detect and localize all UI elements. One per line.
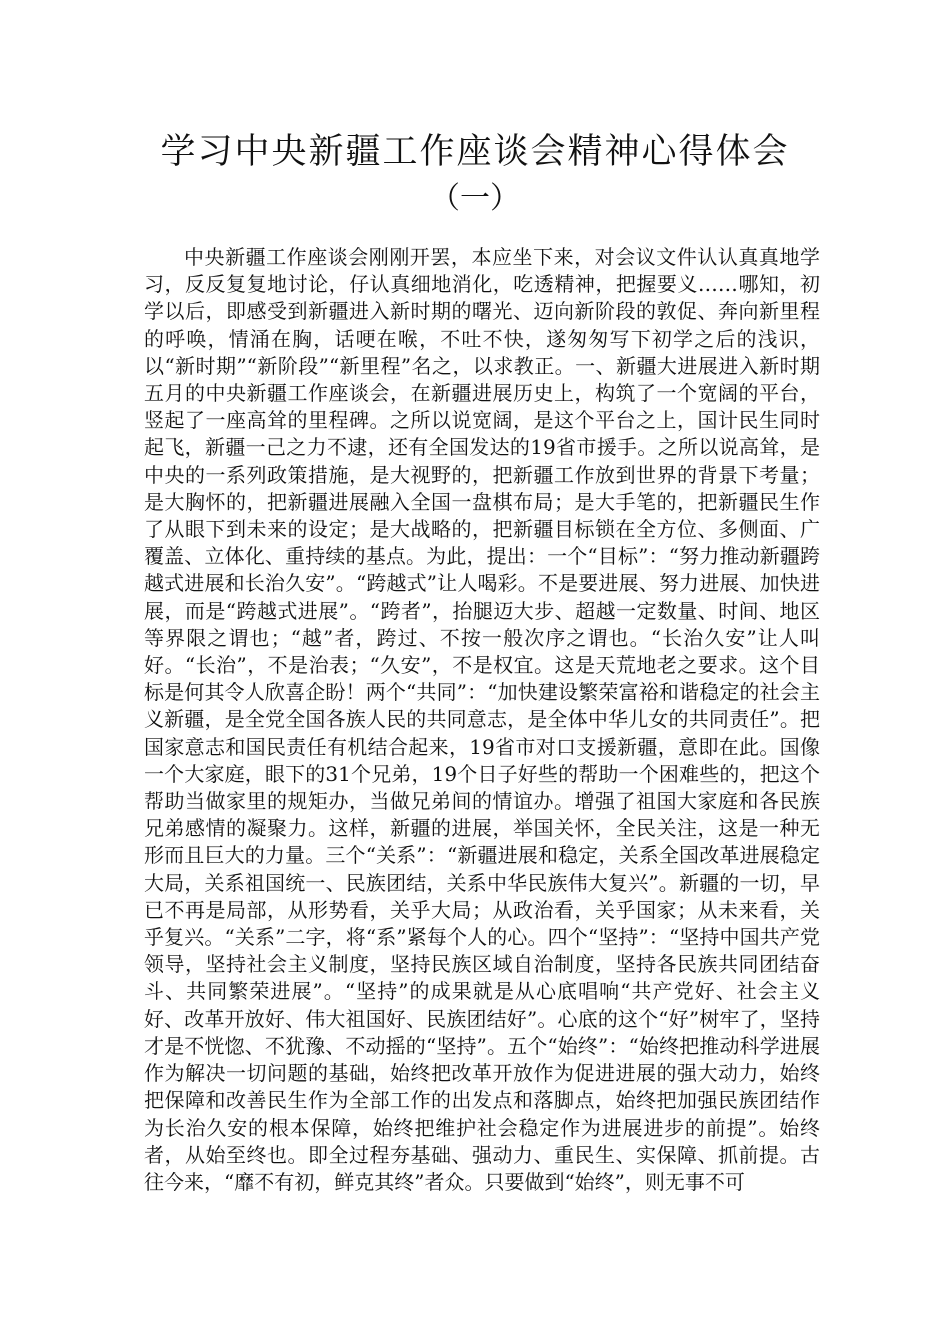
- body-paragraph: 中央新疆工作座谈会刚刚开罢，本应坐下来，对会议文件认认真真地学习，反反复复地讨论，仔认真细地消化，吃透精神，把握要义……哪知，初学以后，即感受到新疆进入新时期的曙光、迈向新阶段的敦促、奔向新里程的呼唤，情涌在胸，话哽在喉，不吐不快，遂匆匆写下初学之后的浅识，以“新时期”“新阶段”“新里程”名之，以求教正。一、新疆大进展进入新时期五月的中央新疆工作座谈会，在新疆进展历史上，构筑了一个宽阔的平台，竖起了一座高耸的里程碑。之所以说宽阔，是这个平台之上，国计民生同时起飞，新疆一己之力不逮，还有全国发达的19省市援手。之所以说高耸，是中央的一系列政策措施，是大视野的，把新疆工作放到世界的背景下考量；是大胸怀的，把新疆进展融入全国一盘棋布局；是大手笔的，把新疆民生作了从眼下到未来的设定；是大战略的，把新疆目标锁在全方位、多侧面、广覆盖、立体化、重持续的基点。为此，提出：一个“目标”：“努力推动新疆跨越式进展和长治久安”。“跨越式”让人喝彩。不是要进展、努力进展、加快进展，而是“跨越式进展”。“跨者”，抬腿迈大步、超越一定数量、时间、地区等界限之谓也；“越”者，跨过、不按一般次序之谓也。“长治久安”让人叫好。“长治”，不是治表；“久安”，不是权宜。这是天荒地老之要求。这个目标是何其令人欣喜企盼！两个“共同”：“加快建设繁荣富裕和谐稳定的社会主义新疆，是全党全国各族人民的共同意志，是全体中华儿女的共同责任”。把国家意志和国民责任有机结合起来，19省市对口支援新疆，意即在此。国像一个大家庭，眼下的31个兄弟，19个日子好些的帮助一个困难些的，把这个帮助当做家里的规矩办，当做兄弟间的情谊办。增强了祖国大家庭和各民族兄弟感情的凝聚力。这样，新疆的进展，举国关怀，全民关注，这是一种无形而且巨大的力量。三个“关系”：“新疆进展和稳定，关系全国改革进展稳定大局，关系祖国统一、民族团结，关系中华民族伟大复兴”。新疆的一切，早已不再是局部，从形势看，关乎大局；从政治看，关乎国家；从未来看，关乎复兴。“关系”二字，将“系”紧每个人的心。四个“坚持”：“坚持中国共产党领导，坚持社会主义制度，坚持民族区域自治制度，坚持各民族共同团结奋斗、共同繁荣进展”。“坚持”的成果就是从心底唱响“共产党好、社会主义好、改革开放好、伟大祖国好、民族团结好”。心底的这个“好”树牢了，坚持才是不恍惚、不犹豫、不动摇的“坚持”。五个“始终”：“始终把推动科学进展作为解决一切问题的基础，始终把改革开放作为促进进展的强大动力，始终把保障和改善民生作为全部工作的出发点和落脚点，始终把加强民族团结作为长治久安的根本保障，始终把维护社会稳定作为进展进步的前提”。始终者，从始至终也。即全过程夯基础、强动力、重民生、实保障、抓前提。古往今来，“靡不有初，鲜克其终”者众。只要做到“始终”，则无事不可: [144, 245, 820, 1194]
- document-title: 学习中央新疆工作座谈会精神心得体会: [160, 132, 790, 172]
- document-subtitle: （一）: [430, 181, 520, 216]
